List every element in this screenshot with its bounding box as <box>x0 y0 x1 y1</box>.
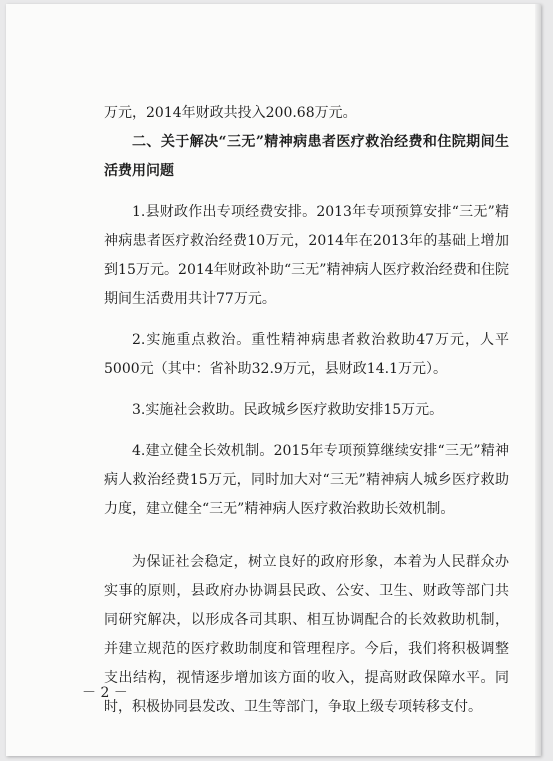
spacer <box>104 186 509 198</box>
spacer <box>104 536 509 548</box>
paragraph-item-2: 2.实施重点救治。重性精神病患者救治救助47万元，人平5000元（其中：省补助32.9万元，县财政14.1万元）。 <box>104 332 509 377</box>
spacer <box>104 384 509 396</box>
document-page <box>6 4 541 756</box>
page-number: － 2 － <box>82 685 128 701</box>
paragraph-conclusion: 为保证社会稳定，树立良好的政府形象，本着为人民群众办实事的原则，县政府办协调县民政、公安、卫生、财政等部门共同研究解决，以形成各司其职、相互协调配合的长效救助机制，并建立规范的医疗救助制度和管理程序。今后，我们将积极调整支出结构，视情逐步增加该方面的收入，提高财政保障水平。同时，积极协同县发改、卫生等部门，争取上级专项转移支付。 <box>104 554 509 715</box>
spacer <box>104 314 509 326</box>
paragraph-item-1: 1.县财政作出专项经费安排。2013年专项预算安排“三无”精神病患者医疗救治经费10万元，2014年在2013年的基础上增加到15万元。2014年财政补助“三无”精神病人医疗救治经费和住院期间生活费用共计77万元。 <box>104 204 509 307</box>
paragraph-continuation: 万元，2014年财政共投入200.68万元。 <box>104 105 357 121</box>
spacer <box>104 524 509 536</box>
paragraph-item-3: 3.实施社会救助。民政城乡医疗救助安排15万元。 <box>132 402 444 418</box>
bleed-through-header: ​ <box>335 66 337 112</box>
document-body <box>104 99 509 722</box>
page-edge <box>535 4 541 756</box>
spacer <box>104 425 509 437</box>
section-heading: 二、关于解决“三无”精神病患者医疗救治经费和住院期间生活费用问题 <box>104 134 509 179</box>
paragraph-item-4: 4.建立健全长效机制。2015年专项预算继续安排“三无”精神病人救治经费15万元，同时加大对“三无”精神病人城乡医疗救助力度，建立健全“三无”精神病人医疗救治救助长效机制。 <box>104 443 509 517</box>
